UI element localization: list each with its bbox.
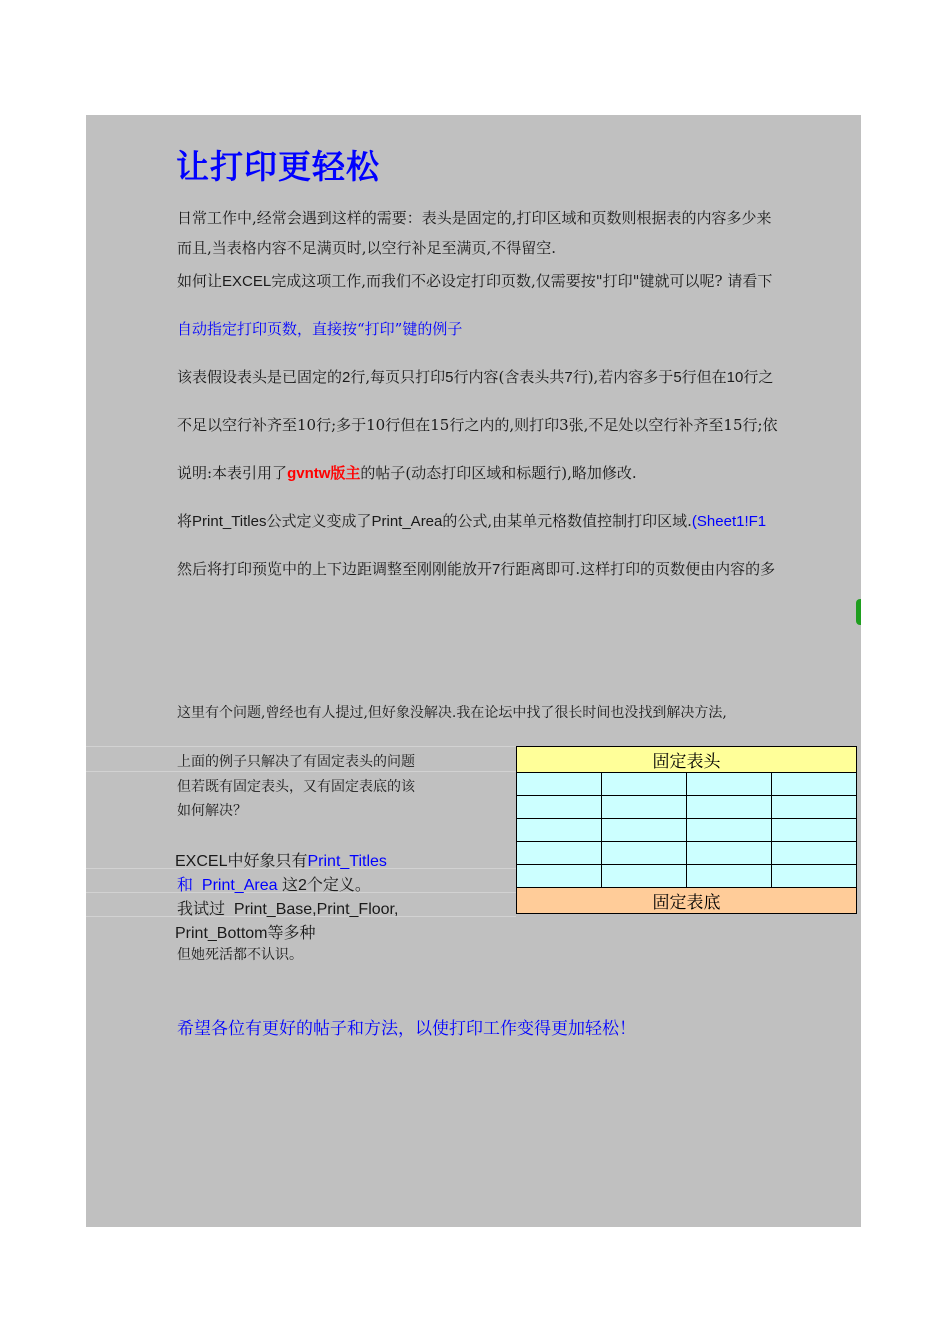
number: 7 bbox=[564, 369, 573, 386]
text: 公式定义变成了 bbox=[266, 512, 372, 530]
table-cell[interactable] bbox=[772, 796, 857, 819]
keyword: Print_Bottom bbox=[175, 925, 268, 942]
intro-text: 如何让 bbox=[177, 272, 223, 290]
table-cell[interactable] bbox=[517, 865, 602, 888]
note-line-7 bbox=[175, 920, 316, 943]
intro-line-1: 日常工作中,经常会遇到这样的需要：表头是固定的,打印区域和页数则根据表的内容多少来 bbox=[177, 209, 772, 227]
note-line-6 bbox=[177, 896, 398, 919]
table-cell[interactable] bbox=[772, 865, 857, 888]
spreadsheet-area bbox=[86, 115, 861, 1227]
paragraph-5 bbox=[177, 558, 775, 579]
text: 行但在 bbox=[681, 368, 727, 386]
note-line-8: 但她死活都不认识。 bbox=[177, 947, 303, 963]
text: 然后将打印预览中的上下边距调整至刚刚能放开 bbox=[177, 560, 493, 578]
text: 等多种 bbox=[267, 923, 316, 942]
table-row bbox=[517, 773, 857, 796]
row-divider bbox=[86, 771, 516, 772]
text: 的帖子(动态打印区域和标题行),略加修改. bbox=[360, 464, 637, 482]
note-line-4 bbox=[175, 848, 387, 871]
note-line-3: 如何解决？ bbox=[177, 803, 247, 819]
paragraph-1 bbox=[177, 366, 773, 387]
text: 行之 bbox=[743, 368, 774, 386]
table-header-cell[interactable]: 固定表头 bbox=[517, 747, 857, 773]
table-cell[interactable] bbox=[517, 796, 602, 819]
table-row bbox=[517, 865, 857, 888]
closing-message: 希望各位有更好的帖子和方法，以使打印工作变得更加轻松！ bbox=[177, 1019, 636, 1039]
number: 7 bbox=[492, 561, 501, 578]
excel-word: EXCEL bbox=[175, 853, 228, 870]
table-row bbox=[517, 842, 857, 865]
fixed-header-footer-table bbox=[516, 746, 857, 914]
print-button[interactable] bbox=[856, 599, 861, 625]
excel-word: EXCEL bbox=[222, 273, 272, 290]
keyword: Print_Titles bbox=[192, 513, 267, 530]
keyword: Print_Titles bbox=[307, 853, 387, 870]
text: 将 bbox=[177, 512, 193, 530]
paragraph-2: 不足以空行补齐至10行;多于10行但在15行之内的,则打印3张,不足处以空行补齐至15行;依 bbox=[177, 416, 778, 434]
paragraph-3 bbox=[177, 462, 637, 483]
text: 和 bbox=[177, 875, 194, 894]
text: 的公式,由某单元格数值控制打印区域. bbox=[442, 512, 692, 530]
text: 个定义。 bbox=[306, 875, 371, 894]
text: 这 bbox=[281, 875, 298, 894]
problem-statement: 这里有个问题,曾经也有人提过,但好象没解决.我在论坛中找了很长时间也没找到解决方法, bbox=[177, 705, 727, 721]
number: 5 bbox=[445, 369, 454, 386]
table-cell[interactable] bbox=[602, 773, 687, 796]
table-row bbox=[517, 796, 857, 819]
number: 5 bbox=[673, 369, 682, 386]
table-cell[interactable] bbox=[602, 819, 687, 842]
note-line-1: 上面的例子只解决了有固定表头的问题 bbox=[177, 754, 415, 770]
intro-line-3 bbox=[177, 270, 772, 291]
table-cell[interactable] bbox=[772, 842, 857, 865]
table-row bbox=[517, 819, 857, 842]
text: 中好象只有 bbox=[227, 851, 308, 870]
text: 该表假设表头是已固定的 bbox=[177, 368, 343, 386]
author-link[interactable]: gvntw版主 bbox=[287, 465, 361, 482]
table-cell[interactable] bbox=[517, 842, 602, 865]
table-cell[interactable] bbox=[687, 796, 772, 819]
keyword: Print_Area bbox=[371, 513, 443, 530]
text: 我试过 bbox=[177, 899, 226, 918]
table-cell[interactable] bbox=[687, 819, 772, 842]
table-cell[interactable] bbox=[687, 773, 772, 796]
table-cell[interactable] bbox=[517, 819, 602, 842]
table-cell[interactable] bbox=[517, 773, 602, 796]
intro-line-2: 而且,当表格内容不足满页时,以空行补足至满页,不得留空. bbox=[177, 239, 557, 257]
table-cell[interactable] bbox=[772, 773, 857, 796]
keyword: Print_Area bbox=[201, 877, 278, 894]
row-divider bbox=[86, 746, 516, 747]
table-cell[interactable] bbox=[602, 796, 687, 819]
table-footer-cell[interactable]: 固定表底 bbox=[517, 888, 857, 914]
table-cell[interactable] bbox=[602, 865, 687, 888]
table-cell[interactable] bbox=[687, 865, 772, 888]
table-cell[interactable] bbox=[772, 819, 857, 842]
text: 行),若内容多于 bbox=[572, 368, 674, 386]
note-line-5 bbox=[177, 872, 371, 895]
keyword-list: Print_Base,Print_Floor, bbox=[233, 901, 399, 918]
text: 行内容(含表头共 bbox=[453, 368, 565, 386]
text: 行距离即可.这样打印的页数便由内容的多 bbox=[500, 560, 776, 578]
note-line-2: 但若既有固定表头，又有固定表底的该 bbox=[177, 779, 415, 795]
number: 10 bbox=[726, 369, 744, 386]
text: 行,每页只打印 bbox=[350, 368, 446, 386]
paragraph-4 bbox=[177, 510, 766, 531]
example-heading: 自动指定打印页数，直接按“打印”键的例子 bbox=[177, 320, 463, 338]
table-cell[interactable] bbox=[687, 842, 772, 865]
number: 2 bbox=[342, 369, 351, 386]
number: 2 bbox=[297, 877, 307, 894]
cell-reference: (Sheet1!F1 bbox=[691, 513, 767, 530]
text: 说明:本表引用了 bbox=[177, 464, 288, 482]
intro-text: 完成这项工作,而我们不必设定打印页数,仅需要按"打印"键就可以呢? 请看下 bbox=[271, 272, 773, 290]
page-title: 让打印更轻松 bbox=[176, 147, 380, 186]
table-cell[interactable] bbox=[602, 842, 687, 865]
